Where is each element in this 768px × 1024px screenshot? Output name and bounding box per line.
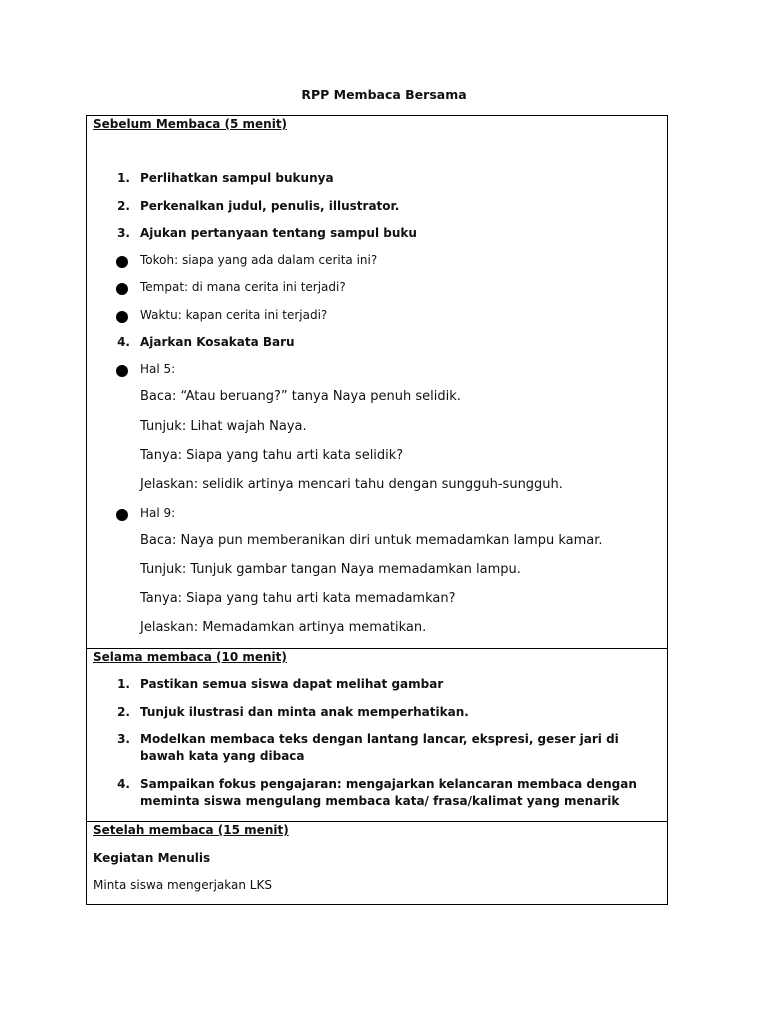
step-number: 1. (117, 677, 130, 691)
bullet-icon (116, 283, 128, 295)
step-text: Pastikan semua siswa dapat melihat gambar (140, 677, 444, 691)
step-number: 2. (117, 199, 130, 213)
vocab-line: Jelaskan: Memadamkan artinya mematikan. (140, 620, 427, 635)
section-during-reading (87, 649, 667, 822)
step-text: Ajarkan Kosakata Baru (140, 335, 295, 349)
step-text: Tunjuk ilustrasi dan minta anak memperhatikan. (140, 705, 469, 719)
document-title: RPP Membaca Bersama (301, 87, 467, 102)
vocab-line: Tunjuk: Tunjuk gambar tangan Naya memadamkan lampu. (140, 562, 521, 577)
step-text: Perlihatkan sampul bukunya (140, 171, 334, 185)
activity-title: Kegiatan Menulis (93, 851, 211, 865)
question-item: Tokoh: siapa yang ada dalam cerita ini? (140, 253, 378, 267)
question-item: Waktu: kapan cerita ini terjadi? (140, 308, 328, 322)
vocab-line: Baca: “Atau beruang?” tanya Naya penuh selidik. (140, 389, 461, 404)
vocab-line: Tanya: Siapa yang tahu arti kata selidik? (140, 448, 404, 463)
step-text: Ajukan pertanyaan tentang sampul buku (140, 226, 417, 240)
step-text: Sampaikan fokus pengajaran: mengajarkan kelancaran membaca dengan meminta siswa mengulang membaca kata/ frasa/kalimat yang menarik (140, 777, 637, 808)
vocab-line: Jelaskan: selidik artinya mencari tahu dengan sungguh-sungguh. (140, 477, 563, 492)
bullet-icon (116, 311, 128, 323)
lesson-plan-table (86, 115, 668, 905)
vocab-line: Tunjuk: Lihat wajah Naya. (140, 419, 307, 434)
page-reference: Hal 9: (140, 506, 176, 520)
section-before-reading (87, 116, 667, 649)
step-number: 3. (117, 732, 130, 746)
step-number: 3. (117, 226, 130, 240)
question-item: Tempat: di mana cerita ini terjadi? (140, 280, 346, 294)
step-number: 4. (117, 335, 130, 349)
vocab-line: Baca: Naya pun memberanikan diri untuk memadamkan lampu kamar. (140, 533, 603, 548)
step-number: 2. (117, 705, 130, 719)
step-number: 1. (117, 171, 130, 185)
step-text: Perkenalkan judul, penulis, illustrator. (140, 199, 400, 213)
section-after-reading (87, 822, 667, 904)
bullet-icon (116, 256, 128, 268)
activity-instruction: Minta siswa mengerjakan LKS (93, 878, 272, 892)
section-heading-before: Sebelum Membaca (5 menit) (93, 117, 288, 131)
step-number: 4. (117, 777, 130, 791)
bullet-icon (116, 365, 128, 377)
bullet-icon (116, 509, 128, 521)
step-text: Modelkan membaca teks dengan lantang lancar, ekspresi, geser jari di bawah kata yang dibaca (140, 732, 619, 763)
vocab-line: Tanya: Siapa yang tahu arti kata memadamkan? (140, 591, 456, 606)
section-heading-after: Setelah membaca (15 menit) (93, 823, 289, 837)
page-reference: Hal 5: (140, 362, 176, 376)
section-heading-during: Selama membaca (10 menit) (93, 650, 287, 664)
